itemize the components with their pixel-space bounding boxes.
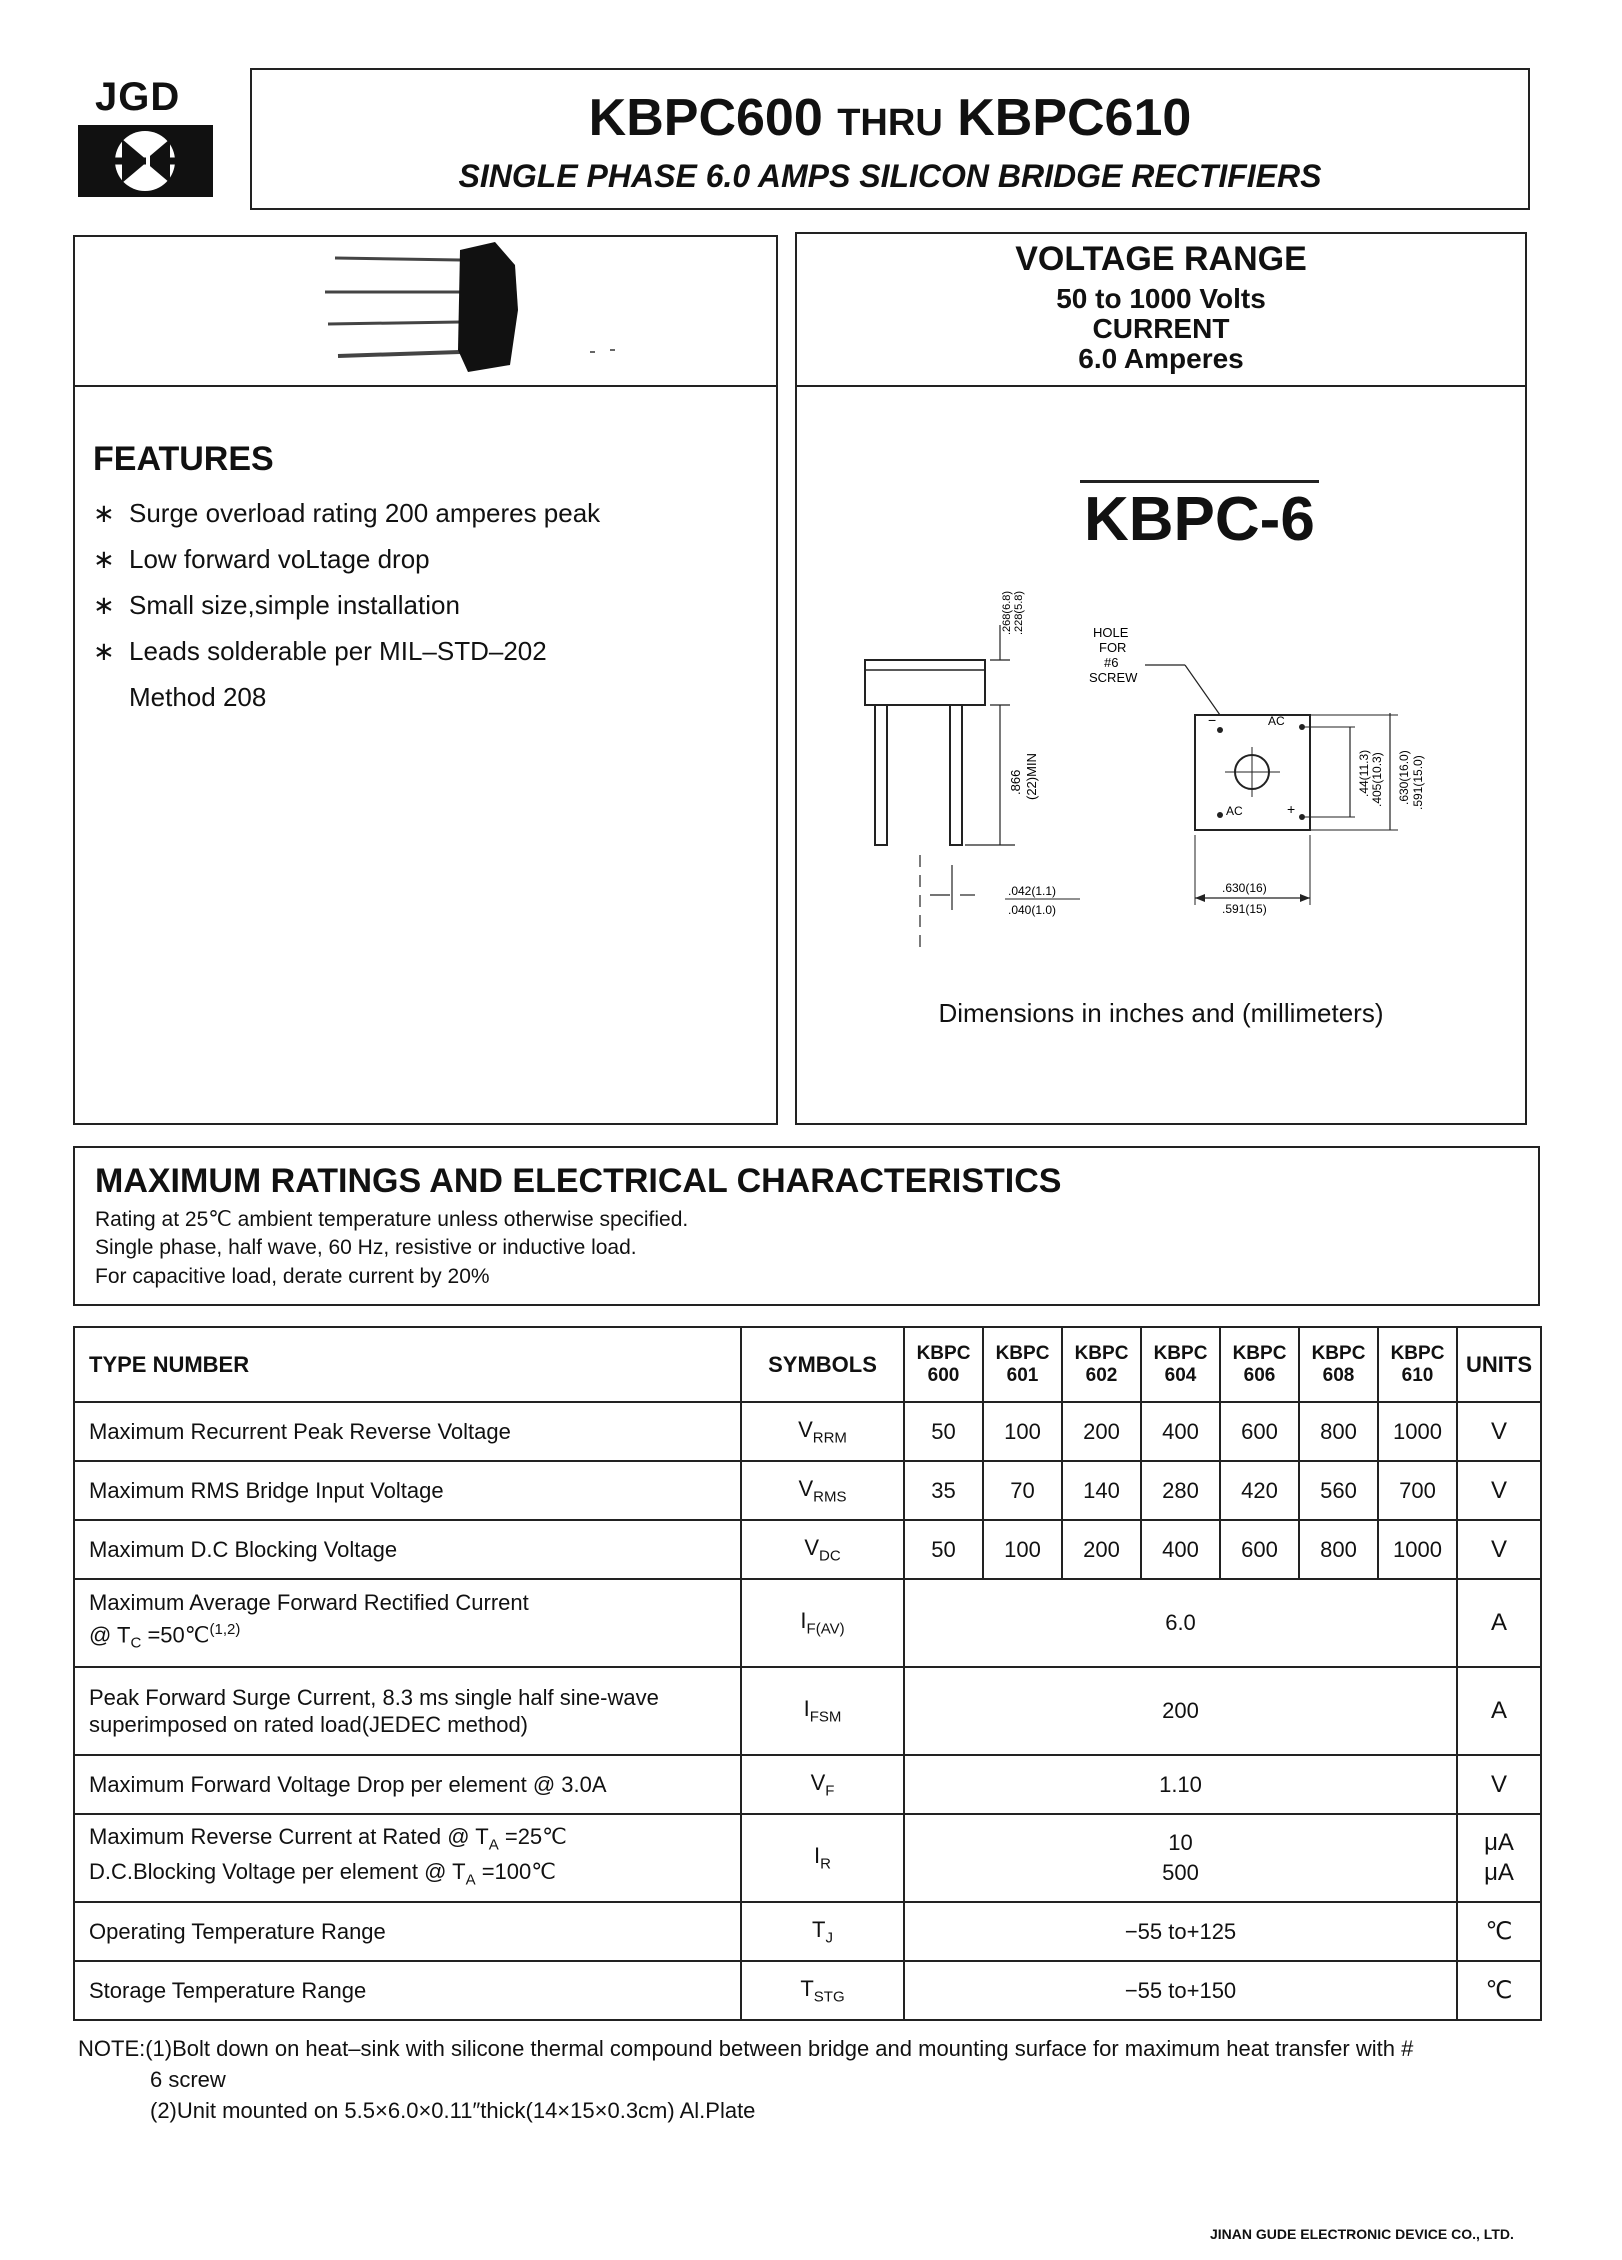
feature-continuation: Method 208 bbox=[129, 682, 267, 712]
note-2: (2)Unit mounted on 5.5×6.0×0.11″thick(14×15×0.3cm) Al.Plate bbox=[150, 2098, 756, 2123]
ratings-title: MAXIMUM RATINGS AND ELECTRICAL CHARACTERISTICS bbox=[95, 1162, 1062, 1200]
voltage-range-value: 50 to 1000 Volts bbox=[1056, 283, 1266, 314]
dim-v-inner-b: .405(10.3) bbox=[1370, 752, 1384, 807]
symbol: $I_R$ bbox=[741, 1814, 904, 1902]
symbol: $I_{F(AV)}$ bbox=[741, 1579, 904, 1667]
ratings-note-line: Single phase, half wave, 60 Hz, resistive or inductive load. bbox=[95, 1236, 637, 1259]
header-model: KBPC 604 bbox=[1141, 1327, 1220, 1402]
symbol: $T_{STG}$ bbox=[741, 1961, 904, 2020]
pin-ac-top: AC bbox=[1268, 714, 1285, 728]
title-box bbox=[250, 68, 1530, 210]
header-model: KBPC 601 bbox=[983, 1327, 1062, 1402]
hole-label-2: FOR bbox=[1099, 640, 1127, 655]
symbol: $V_{RRM}$ bbox=[741, 1402, 904, 1461]
note-1-cont: 6 screw bbox=[150, 2067, 226, 2092]
dim-v-outer-b: .591(15.0) bbox=[1411, 755, 1425, 810]
features-list bbox=[93, 490, 600, 720]
features-heading: FEATURES bbox=[93, 440, 274, 478]
feature-item: ∗ Leads solderable per MIL–STD–202 bbox=[93, 636, 547, 666]
dim-lead-top-b: .228(5.8) bbox=[1013, 590, 1025, 635]
dim-lead-w-a: .042(1.1) bbox=[1008, 884, 1057, 898]
current-value: 6.0 Amperes bbox=[1078, 343, 1244, 374]
voltage-range-title: VOLTAGE RANGE bbox=[1015, 240, 1307, 278]
title-thru: THRU bbox=[837, 102, 943, 144]
table-row: Maximum Forward Voltage Drop per element @ 3.0A $V_F$ 1.10 V bbox=[74, 1755, 1541, 1814]
divider bbox=[795, 385, 1527, 387]
table-row: Maximum Average Forward Rectified Current @ $T_C$ =50℃$^{(1,2)}$ $I_{F(AV)}$ 6.0 A bbox=[74, 1579, 1541, 1667]
divider bbox=[73, 385, 778, 387]
hole-label-3: #6 bbox=[1104, 655, 1119, 670]
notes bbox=[78, 2033, 1538, 2126]
dim-lead-len-a: .866 bbox=[1008, 769, 1023, 795]
dim-lead-len-b: (22)MIN bbox=[1024, 753, 1039, 800]
symbol: $V_{DC}$ bbox=[741, 1520, 904, 1579]
symbol: $I_{FSM}$ bbox=[741, 1667, 904, 1755]
table-row: Storage Temperature Range $T_{STG}$ −55 to+150 ℃ bbox=[74, 1961, 1541, 2020]
ratings-table bbox=[73, 1326, 1542, 2021]
header-model: KBPC 606 bbox=[1220, 1327, 1299, 1402]
header-model: KBPC 602 bbox=[1062, 1327, 1141, 1402]
feature-item: ∗ Low forward voLtage drop bbox=[93, 544, 430, 574]
company-footer: JINAN GUDE ELECTRONIC DEVICE CO., LTD. bbox=[1210, 2226, 1514, 2242]
table-row: Maximum RMS Bridge Input Voltage $V_{RMS}$ 35 70 140 280 420 560 700 V bbox=[74, 1461, 1541, 1520]
package-name: KBPC-6 bbox=[1080, 480, 1319, 555]
logo-text: JGD bbox=[95, 75, 181, 119]
table-row: Maximum D.C Blocking Voltage $V_{DC}$ 50 100 200 400 600 800 1000 V bbox=[74, 1520, 1541, 1579]
ratings-note-line: For capacitive load, derate current by 20% bbox=[95, 1265, 490, 1288]
table-row: Maximum Reverse Current at Rated @ $T_A$ =25℃ D.C.Blocking Voltage per element @ $T_A$ =100℃ $I_R$ 10 500 μA μA bbox=[74, 1814, 1541, 1902]
ratings-note-line: Rating at 25℃ ambient temperature unless otherwise specified. bbox=[95, 1208, 689, 1231]
symbol: $T_J$ bbox=[741, 1902, 904, 1961]
header-model: KBPC 600 bbox=[904, 1327, 983, 1402]
dim-v-inner-a: .44(11.3) bbox=[1357, 749, 1371, 797]
dim-v-outer-a: .630(16.0) bbox=[1397, 750, 1411, 805]
table-row: Maximum Recurrent Peak Reverse Voltage $V_{RRM}$ 50 100 200 400 600 800 1000 V bbox=[74, 1402, 1541, 1461]
dimension-drawing bbox=[850, 565, 1510, 975]
hole-label-1: HOLE bbox=[1093, 625, 1129, 640]
dim-h-b: .591(15) bbox=[1222, 902, 1267, 916]
symbol: $V_{RMS}$ bbox=[741, 1461, 904, 1520]
page-title bbox=[252, 88, 1528, 148]
diode-logo-icon bbox=[78, 125, 213, 197]
pin-plus: + bbox=[1287, 801, 1296, 817]
header-model: KBPC 608 bbox=[1299, 1327, 1378, 1402]
table-header-row bbox=[74, 1327, 1541, 1402]
current-label: CURRENT bbox=[1092, 313, 1230, 344]
header-symbols: SYMBOLS bbox=[741, 1327, 904, 1402]
symbol: $V_F$ bbox=[741, 1755, 904, 1814]
dim-lead-w-b: .040(1.0) bbox=[1008, 903, 1057, 917]
dim-lead-top-a: .268(6.8) bbox=[1001, 590, 1013, 635]
header-units: UNITS bbox=[1457, 1327, 1541, 1402]
dimensions-note: Dimensions in inches and (millimeters) bbox=[938, 998, 1384, 1028]
hole-label-4: SCREW bbox=[1089, 670, 1138, 685]
feature-item: ∗ Small size,simple installation bbox=[93, 590, 460, 620]
pin-minus: − bbox=[1208, 712, 1217, 728]
lead-right bbox=[950, 705, 962, 845]
table-row: Peak Forward Surge Current, 8.3 ms single half sine-wave superimposed on rated load(JEDEC method) $I_{FSM}$ 200 A bbox=[74, 1667, 1541, 1755]
title-part1: KBPC600 bbox=[588, 89, 823, 147]
company-logo bbox=[75, 75, 215, 205]
side-view-body bbox=[865, 660, 985, 705]
pin-ac-bottom: AC bbox=[1226, 804, 1243, 818]
table-row: Operating Temperature Range $T_J$ −55 to+125 ℃ bbox=[74, 1902, 1541, 1961]
header-model: KBPC 610 bbox=[1378, 1327, 1457, 1402]
note-1: NOTE:(1)Bolt down on heat–sink with silicone thermal compound between bridge and mounting surface for maximum heat transfer with # bbox=[78, 2036, 1414, 2061]
header-type-number: TYPE NUMBER bbox=[74, 1327, 741, 1402]
dim-h-a: .630(16) bbox=[1222, 881, 1267, 895]
lead-left bbox=[875, 705, 887, 845]
title-part2: KBPC610 bbox=[957, 89, 1192, 147]
page-subtitle: SINGLE PHASE 6.0 AMPS SILICON BRIDGE RECTIFIERS bbox=[458, 158, 1322, 194]
package-photo bbox=[320, 240, 640, 380]
feature-item: ∗ Surge overload rating 200 amperes peak bbox=[93, 498, 601, 528]
